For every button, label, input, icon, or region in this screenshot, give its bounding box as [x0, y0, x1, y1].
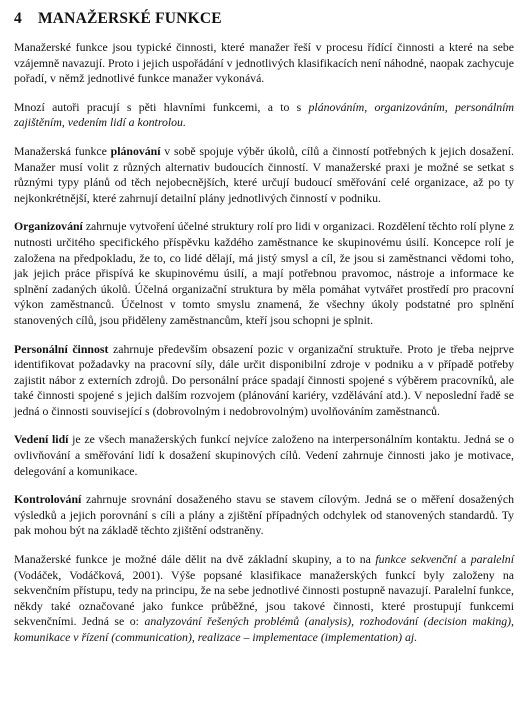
paragraph-leading [14, 432, 514, 479]
term-controlling: Kontrolování [14, 492, 82, 507]
paragraph-text: zahrnuje srovnání dosaženého stavu se stavem cílovým. Jedná se o měření dosažených výsledků a jejich porovnání s cíli a plány a zjištění případných odchylek od stanovených standardů. Ty pak mohou být na základě těchto zjištění odstraněny. [14, 492, 514, 538]
italic-functions-list: plánováním, organizováním, personálním zajištěním, vedením lidí a kontrolou. [14, 99, 514, 130]
chapter-number: 4 [14, 10, 22, 27]
paragraph-text: v sobě spojuje výběr úkolů, cílů a činností potřebných k jejich dosažení. Manažer musí volit z různých alternativ budoucích činností. V manažerské praxi je možné se setkat s různými typy plánů od těch nejobecnějších, které určují budoucí směřování celé organizace, až po ty nejkonkrétnější, které zahrnují detailní plány jednotlivých činností v podniku. [14, 143, 514, 205]
paragraph-sequential-parallel [14, 552, 514, 646]
paragraph-planning [14, 144, 514, 206]
paragraph-intro [14, 40, 514, 87]
term-staffing: Personální činnost [14, 341, 109, 356]
paragraph-text: Manažerské funkce jsou typické činnosti, které manažer řeší v procesu řídící činnosti a které na sebe vzájemně navazují. Proto i jejich uspořádání v jednotlivých klasifikacích není náhodné, naopak zachycuje pořadí, v němž jednotlivé funkce manažer vykonává. [14, 40, 514, 86]
paragraph-text: Mnozí autoři pracují s pěti hlavními funkcemi, a to s [14, 99, 309, 114]
paragraph-organizing [14, 219, 514, 328]
chapter-title: MANAŽERSKÉ FUNKCE [37, 10, 222, 27]
italic-parallel-functions-list: analyzování řešených problémů (analysis), rozhodování (decision making), komunikace v řízení (communication), realizace – implementace (implementation) aj. [14, 614, 515, 644]
paragraph-text: zahrnuje především obsazení pozic v organizační struktuře. Proto je třeba nejprve identifikovat požadavky na pracovní síly, dále určit disponibilní zdroje v podniku a v případě potřeby zajistit nábor z externích zdrojů. Do personální práce spadají činnosti spojené s výběrem pracovníků, ale také činnosti spojené s jejich dalším rozvojem (plánování kariéry, vzdělávání atd.). V neposlední řadě se jedná o činnosti související s (dobrovolným i nedobrovolným) uvolňováním zaměstnanců. [14, 341, 514, 418]
paragraph-text: zahrnuje vytvoření účelné struktury rolí pro lidi v organizaci. Rozdělení těchto rolí plyne z nutnosti určitého specifického příspěvku každého zaměstnance ke skupinovému úsilí. Koncepce rolí je založena na předpokladu, že to, co lidé dělají, má jistý smysl a cíl, že jsou si zaměstnanci vědomi toho, jak jejich práce přispívá ke skupinovému úsilí, a mají potřebnou pravomoc, nástroje a informace ke splnění zadaných úkolů. Účelná organizační struktura by měla pomáhat vytvářet prostředí pro pracovní výkon zaměstnanců. Účelnost v tomto smyslu znamená, že všechny úkoly podstatné pro splnění stanovených cílů, jsou přiděleny zaměstnancům, kteří jsou schopni je splnit. [14, 219, 514, 327]
paragraph-controlling [14, 492, 514, 539]
term-leading: Vedení lidí [14, 432, 69, 447]
paragraph-five-functions [14, 100, 514, 131]
term-organizing: Organizování [14, 219, 83, 234]
paragraph-text: a [456, 552, 471, 567]
paragraph-staffing [14, 342, 514, 420]
paragraph-text: Manažerská funkce [14, 143, 111, 158]
paragraph-text: (Vodáček, Vodáčková, 2001). Výše popsané klasifikace manažerských funkcí byly založeny na sekvenčním přístupu, tedy na principu, že na sebe jednotlivé činnosti postupně navazují. Paralelní funkce, někdy také označované jako funkce průběžné, jsou takové činnosti, které prostupují funkcemi sekvenčními. Jedná se o: [14, 567, 514, 629]
paragraph-text: Manažerské funkce je možné dále dělit na dvě základní skupiny, a to na [14, 552, 376, 567]
italic-parallel: paralelní [470, 552, 514, 567]
term-planning: plánování [110, 143, 161, 158]
italic-sequential: funkce sekvenční [375, 552, 457, 567]
chapter-heading [14, 10, 514, 28]
paragraph-text: je ze všech manažerských funkcí nejvíce založeno na interpersonálním kontaktu. Jedná se o ovlivňování a směřování lidí k dosažení skupinových cílů. Vedení zahrnuje činnosti jako je motivace, delegování a komunikace. [14, 432, 515, 478]
